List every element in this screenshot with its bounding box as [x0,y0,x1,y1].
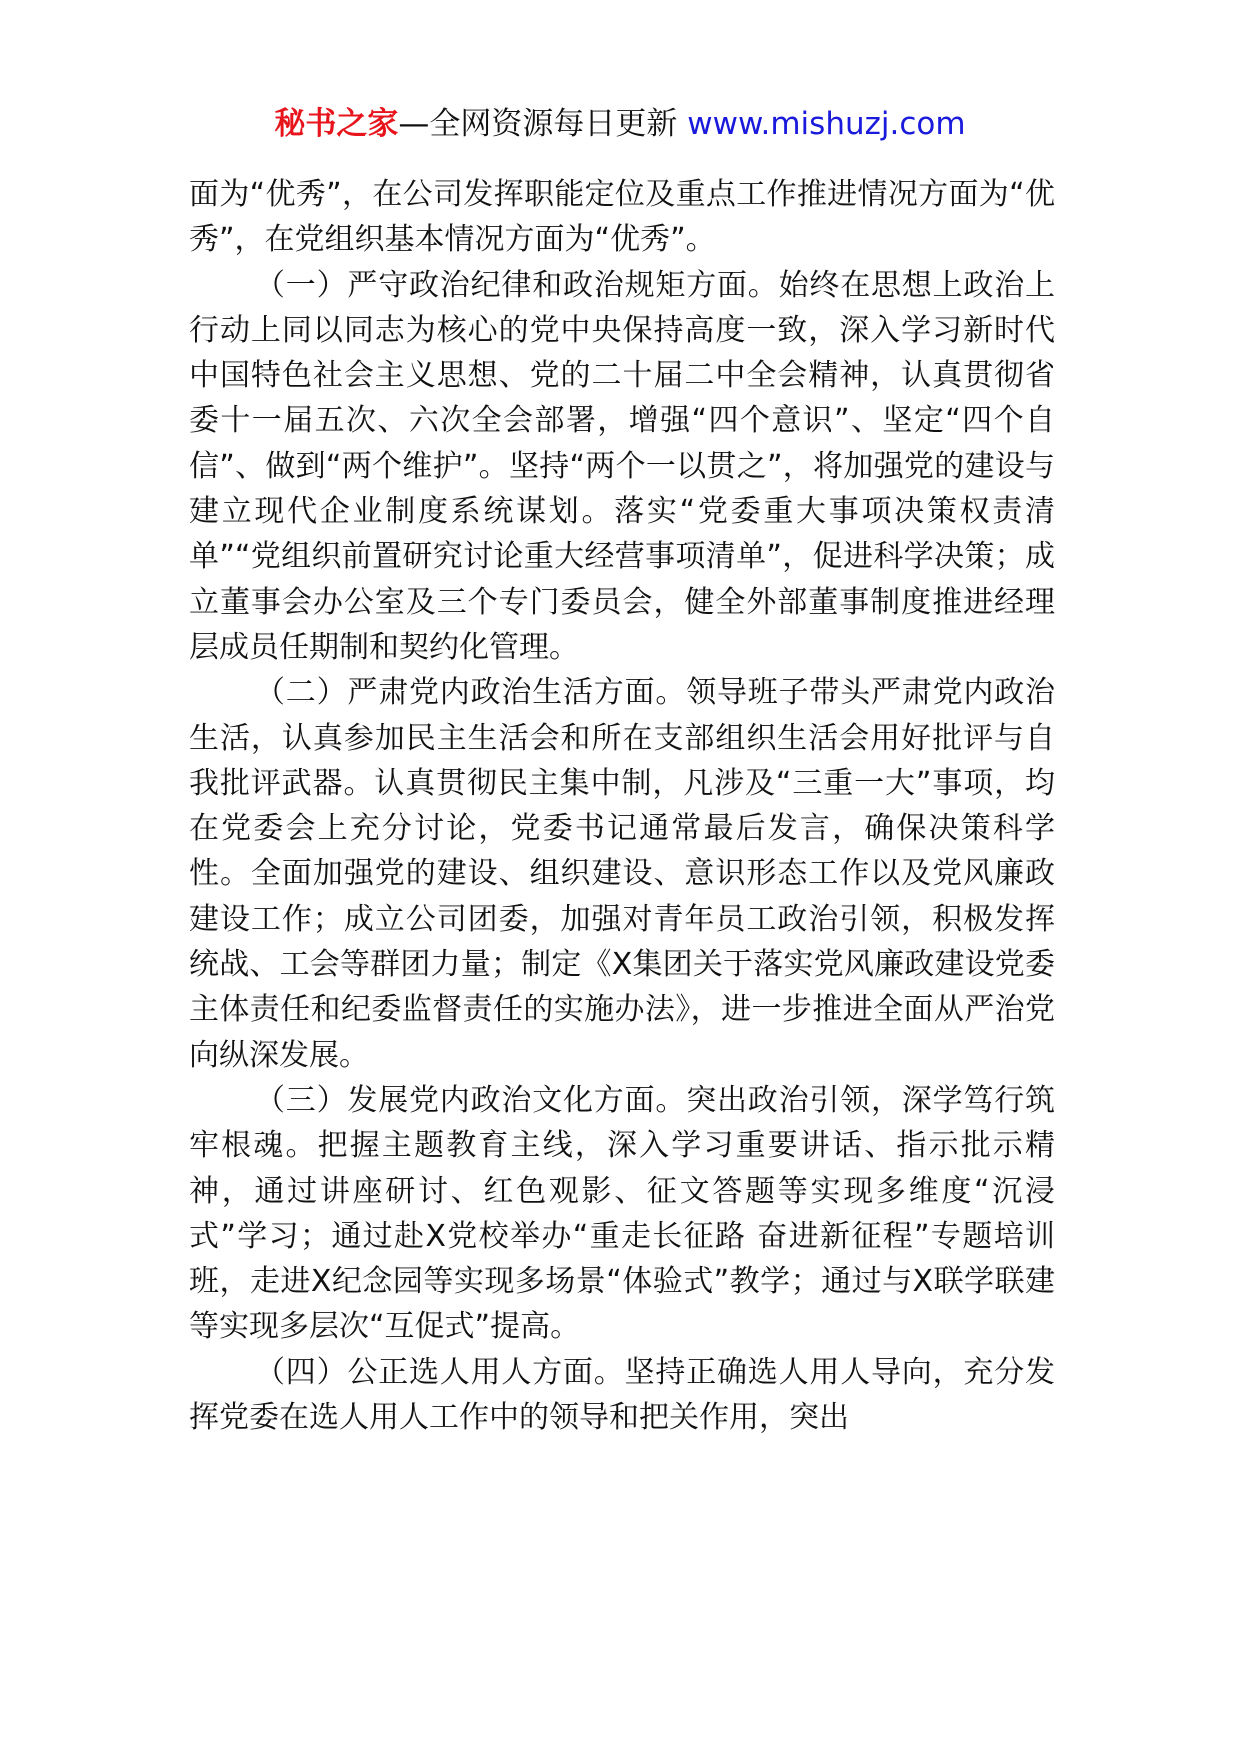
site-header [0,102,1240,146]
paragraph-political-culture: （三）发展党内政治文化方面。突出政治引领，深学笃行筑牢根魂。把握主题教育主线，深入学习重要讲话、指示批示精神，通过讲座研讨、红色观影、征文答题等实现多维度“沉浸式”学习；通过赴X党校举办“重走长征路 奋进新征程”专题培训班，走进X纪念园等实现多场景“体验式”教学；通过与X联学联建等实现多层次“互促式”提高。 [189,1082,1055,1345]
header-tagline: —全网资源每日更新 [398,106,688,142]
paragraph-political-life: （二）严肃党内政治生活方面。领导班子带头严肃党内政治生活，认真参加民主生活会和所在支部组织生活会用好批评与自我批评武器。认真贯彻民主集中制，凡涉及“三重一大”事项，均在党委会上充分讨论，党委书记通常最后发言，确保决策科学性。全面加强党的建设、组织建设、意识形态工作以及党风廉政建设工作；成立公司团委，加强对青年员工政治引领，积极发挥统战、工会等群团力量；制定《X集团关于落实党风廉政建设党委主体责任和纪委监督责任的实施办法》，进一步推进全面从严治党向纵深发展。 [189,675,1055,1073]
paragraph-personnel-selection: （四）公正选人用人方面。坚持正确选人用人导向，充分发挥党委在选人用人工作中的领导和把关作用，突出 [189,1354,1055,1436]
document-body [189,172,1055,1440]
paragraph-continuation: 面为“优秀”，在公司发挥职能定位及重点工作推进情况方面为“优秀”，在党组织基本情况方面为“优秀”。 [189,177,1055,258]
brand-name: 秘书之家 [274,106,399,142]
site-url-link[interactable]: www.mishuzj.com [687,106,966,142]
paragraph-political-discipline: （一）严守政治纪律和政治规矩方面。始终在思想上政治上行动上同以同志为核心的党中央保持高度一致，深入学习新时代中国特色社会主义思想、党的二十届二中全会精神，认真贯彻省委十一届五次、六次全会部署，增强“四个意识”、坚定“四个自信”、做到“两个维护”。坚持“两个一以贯之”，将加强党的建设与建立现代企业制度系统谋划。落实“党委重大事项决策权责清单”“党组织前置研究讨论重大经营事项清单”，促进科学决策；成立董事会办公室及三个专门委员会，健全外部董事制度推进经理层成员任期制和契约化管理。 [189,267,1055,665]
